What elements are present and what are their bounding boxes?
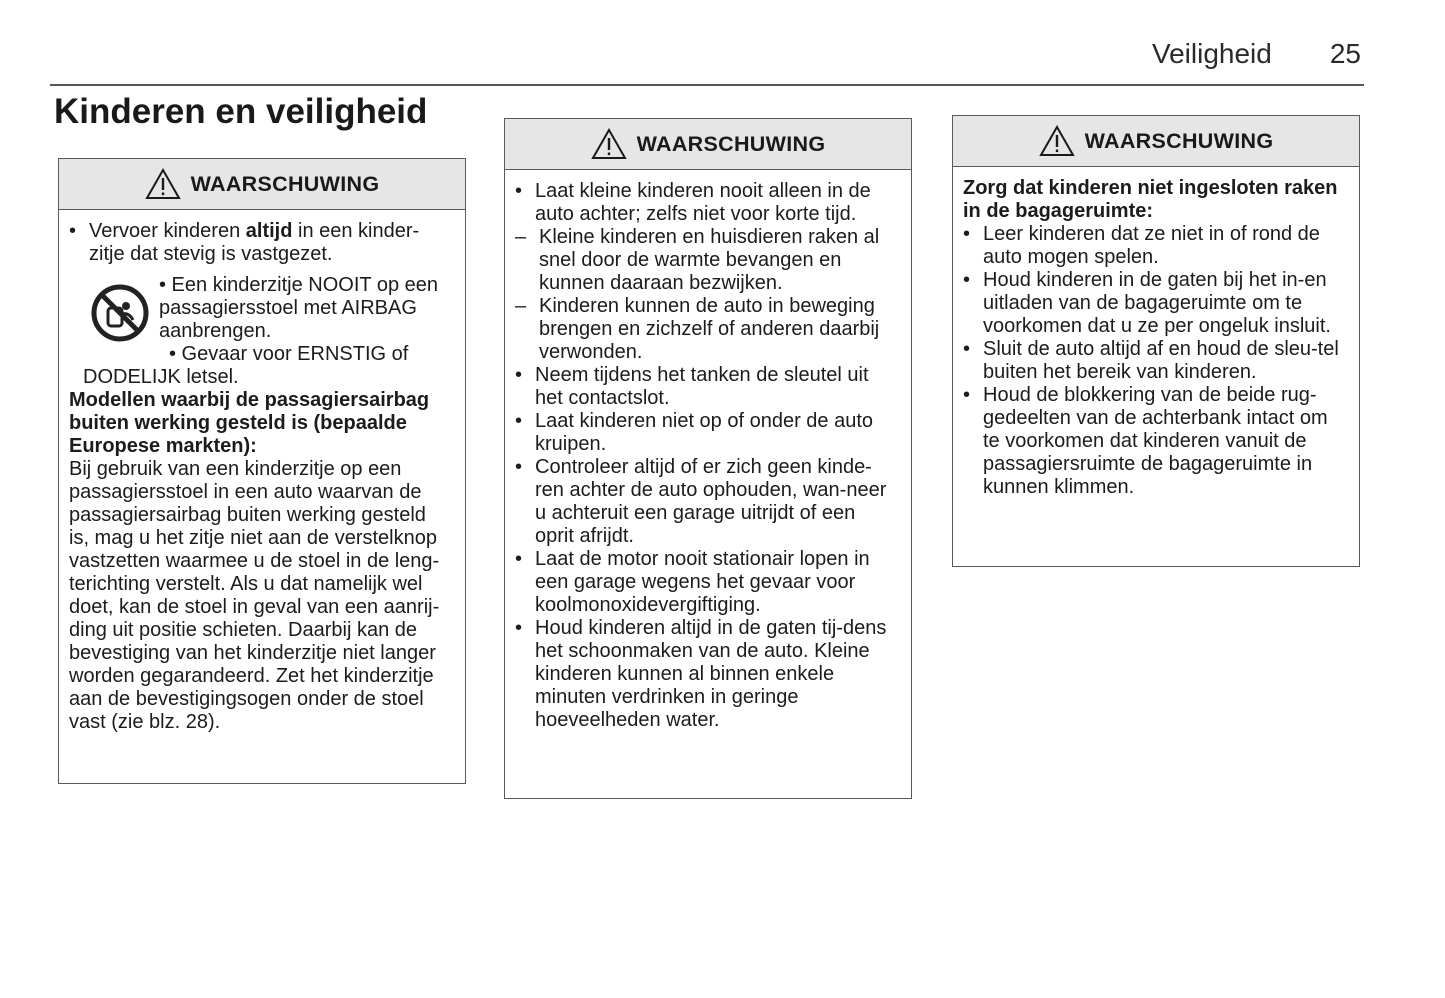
warning-header	[505, 119, 911, 170]
warning-box-luggage	[952, 115, 1360, 567]
no-child-seat-airbag-icon	[91, 284, 149, 342]
bullet: •	[963, 269, 971, 291]
page-number: 25	[1329, 38, 1361, 69]
bullet: •	[515, 180, 523, 202]
warning-label: WAARSCHUWING	[1084, 128, 1274, 153]
airbag-line3-wrap	[83, 366, 451, 389]
bullet: •	[515, 548, 523, 570]
list-item	[515, 180, 897, 226]
bullet: •	[963, 223, 971, 245]
warning-box-airbag	[58, 158, 466, 784]
list-item-text: Kinderen kunnen de auto in beweging brengen en zichzelf of anderen daarbij verwonden.	[539, 295, 880, 363]
list-item-text: Houd de blokkering van de beide rug-gedeelten van de achterbank intact om te voorkomen dat kinderen vanuit de passagiersruimte de bagageruimte in kunnen klimmen.	[983, 384, 1328, 498]
bullet: •	[69, 220, 77, 242]
list-item	[515, 226, 897, 295]
list-item	[515, 617, 897, 732]
bullet: •	[963, 338, 971, 360]
warning-label: WAARSCHUWING	[636, 131, 826, 156]
dash-marker: –	[515, 295, 527, 317]
list-item	[515, 295, 897, 364]
list-item-text: Leer kinderen dat ze niet in of rond de auto mogen spelen.	[983, 223, 1320, 268]
list-item-text: Laat kinderen niet op of onder de auto kruipen.	[535, 410, 874, 455]
list-item	[515, 364, 897, 410]
bullet: •	[515, 410, 523, 432]
bullet: •	[515, 617, 523, 639]
page-title: Kinderen en veiligheid	[54, 92, 428, 131]
airbag-line2: • Gevaar voor ERNSTIG of	[169, 343, 409, 365]
dash-marker: –	[515, 226, 527, 248]
airbag-line3: DODELIJK letsel.	[83, 366, 239, 388]
body-paragraph: Bij gebruik van een kinderzitje op een passagiersstoel in een auto waarvan de passagiersairbag buiten werking gesteld is, mag u het zitje niet aan de verstelknop vastzetten waarmee u de stoel in de leng-terichting verstelt. Als u dat namelijk wel doet, kan de stoel in geval van een aanrij-ding uit positie schieten. Daarbij kan de bevestiging van het kinderzitje niet langer worden gegarandeerd. Zet het kinderzitje aan de bevestigingsogen onder de stoel vast (zie blz. 28).	[69, 458, 440, 733]
airbag-line1: • Een kinderzitje NOOIT op een passagiersstoel met AIRBAG aanbrengen.	[159, 274, 438, 342]
list-item-text: Houd kinderen altijd in de gaten tij-dens het schoonmaken van de auto. Kleine kinderen kunnen al binnen enkele minuten verdrinken in geringe hoeveelheden water.	[535, 617, 887, 731]
bullet1-bold: altijd	[245, 220, 293, 242]
list-item-text: Controleer altijd of er zich geen kinde-ren achter de auto ophouden, wan-neer u achteruit een garage uitrijdt of een oprit afrijdt.	[535, 456, 887, 547]
list-item	[963, 269, 1345, 338]
list-item-text: Houd kinderen in de gaten bij het in-en uitladen van de bagageruimte om te voorkomen dat u ze per ongeluk insluit.	[983, 269, 1331, 337]
subhead-luggage: Zorg dat kinderen niet ingesloten raken in de bagageruimte:	[963, 177, 1338, 222]
list-item	[515, 548, 897, 617]
subhead-models: Modellen waarbij de passagiersairbag buiten werking gesteld is (bepaalde Europese markten):	[69, 389, 430, 457]
running-header	[1152, 38, 1361, 70]
warning-box-children	[504, 118, 912, 799]
bullet1-suffix: in een kinder-zitje dat stevig is vastgezet.	[89, 220, 420, 265]
list-item	[963, 338, 1345, 384]
list-item	[963, 223, 1345, 269]
header-rule	[50, 84, 1364, 86]
bullet: •	[515, 456, 523, 478]
list-item-text: Laat de motor nooit stationair lopen in een garage wegens het gevaar voor koolmonoxidevergiftiging.	[535, 548, 870, 616]
warning-header	[59, 159, 465, 210]
list-item-text: Neem tijdens het tanken de sleutel uit het contactslot.	[535, 364, 869, 409]
list-item	[69, 220, 451, 266]
warning-body	[59, 210, 465, 742]
warning-triangle-icon	[1039, 125, 1075, 157]
list-item	[515, 456, 897, 548]
list-item	[515, 410, 897, 456]
luggage-list	[963, 223, 1345, 499]
warning-header	[953, 116, 1359, 167]
bullet: •	[515, 364, 523, 386]
list-item-text: Laat kleine kinderen nooit alleen in de auto achter; zelfs niet voor korte tijd.	[535, 180, 871, 225]
airbag-line2-wrap	[169, 343, 451, 366]
bullet1-prefix: Vervoer kinderen	[89, 220, 246, 242]
warning-label: WAARSCHUWING	[190, 171, 380, 196]
warning-body	[505, 170, 911, 740]
list-item-text: Sluit de auto altijd af en houd de sleu-tel buiten het bereik van kinderen.	[983, 338, 1339, 383]
section-name: Veiligheid	[1151, 38, 1272, 69]
warning-triangle-icon	[591, 128, 627, 160]
list-item	[963, 384, 1345, 499]
airbag-warning-row	[91, 274, 451, 343]
bullet: •	[963, 384, 971, 406]
warning-triangle-icon	[145, 168, 181, 200]
warning-body	[953, 167, 1359, 507]
list-item-text: Kleine kinderen en huisdieren raken al snel door de warmte bevangen en kunnen daaraan bezwijken.	[539, 226, 880, 294]
